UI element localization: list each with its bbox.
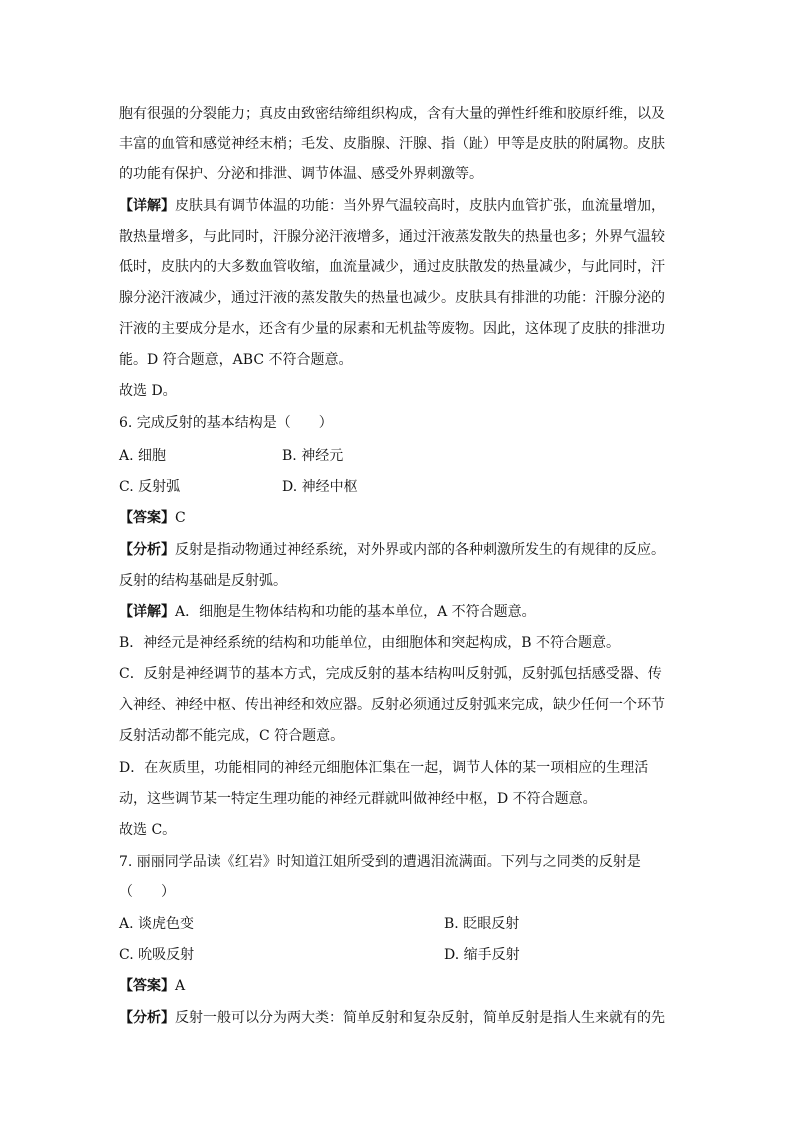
text-line: B．神经元是神经系统的结构和功能单位，由细胞体和突起构成，B 不符合题意。 (119, 635, 621, 651)
detail-paragraph-start: 【详解】皮肤具有调节体温的功能：当外界气温较高时，皮肤内血管扩张，血流量增加， (119, 198, 665, 214)
text-line: 汗液的主要成分是水，还含有少量的尿素和无机盐等废物。因此，这体现了皮肤的排泄功 (119, 321, 665, 337)
text-line: 胞有很强的分裂能力；真皮由致密结缔组织构成，含有大量的弹性纤维和胶原纤维，以及 (119, 106, 665, 122)
text-line: 腺分泌汗液减少，通过汗液的蒸发散失的热量也减少。皮肤具有排泄的功能：汗腺分泌的 (119, 290, 665, 306)
answer-line: 【答案】A (119, 978, 186, 994)
text-line: 丰富的血管和感觉神经末梢；毛发、皮脂腺、汗腺、指（趾）甲等是皮肤的附属物。皮肤 (119, 136, 665, 152)
q7-option-a: A. 谈虎色变 (119, 916, 195, 932)
question-7: 7. 丽丽同学品读《红岩》时知道江姐所受到的遭遇泪流满面。下列与之同类的反射是 (119, 854, 641, 870)
text-line: C．反射是神经调节的基本方式，完成反射的基本结构叫反射弧，反射弧包括感受器、传 (119, 666, 662, 682)
q6-option-b: B. 神经元 (282, 448, 344, 464)
question-7-bracket: （ ） (119, 884, 175, 900)
text-line: 动，这些调节某一特定生理功能的神经元群就叫做神经中枢，D 不符合题意。 (119, 791, 597, 807)
answer-conclusion: 故选 C。 (119, 822, 177, 838)
detail-line: 【详解】A．细胞是生物体结构和功能的基本单位，A 不符合题意。 (119, 604, 536, 620)
q7-option-d: D. 缩手反射 (444, 947, 520, 963)
text-line: 反射的结构基础是反射弧。 (119, 573, 287, 589)
detail-tag: 【详解】 (119, 198, 175, 214)
text-line: 低时，皮肤内的大多数血管收缩，血流量减少，通过皮肤散发的热量减少，与此同时，汗 (119, 259, 665, 275)
analysis-tag: 【分析】 (119, 1010, 175, 1026)
answer-conclusion: 故选 D。 (119, 383, 177, 399)
q6-option-c: C. 反射弧 (119, 479, 181, 495)
q6-option-d: D. 神经中枢 (282, 479, 358, 495)
q6-option-a: A. 细胞 (119, 448, 167, 464)
analysis-line: 【分析】反射一般可以分为两大类：简单反射和复杂反射，简单反射是指人生来就有的先 (119, 1010, 665, 1026)
question-6: 6. 完成反射的基本结构是（ ） (119, 415, 333, 431)
text-line: 的功能有保护、分泌和排泄、调节体温、感受外界刺激等。 (119, 166, 483, 182)
text-line: 散热量增多，与此同时，汗腺分泌汗液增多，通过汗液蒸发散失的热量也多；外界气温较 (119, 229, 665, 245)
text-line: 入神经、神经中枢、传出神经和效应器。反射必须通过反射弧来完成，缺少任何一个环节 (119, 697, 665, 713)
q7-option-c: C. 吮吸反射 (119, 947, 195, 963)
analysis-tag: 【分析】 (119, 542, 175, 558)
detail-tag: 【详解】 (119, 604, 175, 620)
analysis-line: 【分析】反射是指动物通过神经系统，对外界或内部的各种刺激所发生的有规律的反应。 (119, 542, 665, 558)
text-line: 能。D 符合题意，ABC 不符合题意。 (119, 352, 353, 368)
text-line: D．在灰质里，功能相同的神经元细胞体汇集在一起，调节人体的某一项相应的生理活 (119, 760, 649, 776)
answer-tag: 【答案】 (119, 510, 175, 526)
answer-line: 【答案】C (119, 510, 186, 526)
answer-tag: 【答案】 (119, 978, 175, 994)
text-line: 反射活动都不能完成，C 符合题意。 (119, 728, 345, 744)
q7-option-b: B. 眨眼反射 (444, 916, 520, 932)
